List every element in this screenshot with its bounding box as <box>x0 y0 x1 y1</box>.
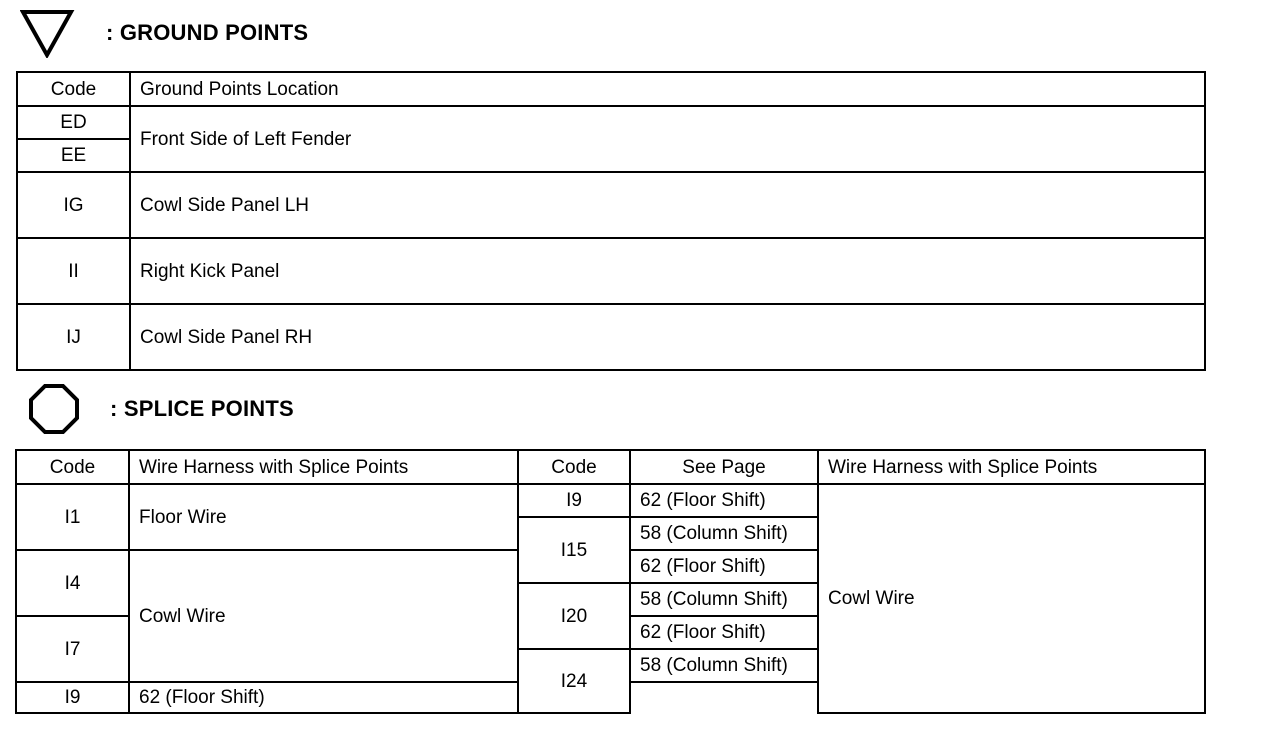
header-harness: Wire Harness with Splice Points <box>129 450 518 484</box>
header-see-page: See Page <box>630 450 818 484</box>
harness-cell: Floor Wire <box>129 484 518 550</box>
splice-points-heading <box>28 383 294 435</box>
code-cell: I24 <box>518 649 630 713</box>
header-code: Code <box>16 450 129 484</box>
header-code: Code <box>518 450 630 484</box>
page-cell: 58 (Column Shift) <box>630 517 818 550</box>
ground-points-title: : GROUND POINTS <box>106 20 309 45</box>
page-cell: 62 (Floor Shift) <box>129 682 518 713</box>
ground-points-table <box>16 71 1206 371</box>
splice-points-title: : SPLICE POINTS <box>110 396 294 421</box>
table-row <box>17 304 1205 370</box>
code-cell: I9 <box>518 484 630 517</box>
splice-points-table <box>15 449 1206 714</box>
code-cell: I15 <box>518 517 630 583</box>
octagon-icon <box>28 383 80 435</box>
table-row <box>17 172 1205 238</box>
code-cell: I1 <box>16 484 129 550</box>
code-cell: IJ <box>17 304 130 370</box>
page-cell: 62 (Floor Shift) <box>630 550 818 583</box>
table-header-row <box>17 72 1205 106</box>
code-cell: EE <box>17 139 130 172</box>
harness-cell: Cowl Wire <box>129 550 518 682</box>
page-cell: 62 (Floor Shift) <box>630 616 818 649</box>
code-cell: ED <box>17 106 130 139</box>
code-cell: IG <box>17 172 130 238</box>
header-location: Ground Points Location <box>130 72 1205 106</box>
header-harness: Wire Harness with Splice Points <box>818 450 1205 484</box>
table-row <box>17 238 1205 304</box>
location-cell: Right Kick Panel <box>130 238 1205 304</box>
triangle-down-icon <box>20 8 76 58</box>
code-cell: I7 <box>16 616 129 682</box>
harness-cell: Cowl Wire <box>818 484 1205 713</box>
location-cell: Cowl Side Panel LH <box>130 172 1205 238</box>
header-code: Code <box>17 72 130 106</box>
page-cell: 58 (Column Shift) <box>630 583 818 616</box>
table-row <box>17 106 1205 139</box>
table-header-row <box>16 450 1205 484</box>
ground-points-heading <box>20 8 308 58</box>
page-cell: 62 (Floor Shift) <box>630 484 818 517</box>
location-cell: Front Side of Left Fender <box>130 106 1205 172</box>
code-cell: I20 <box>518 583 630 649</box>
code-cell: II <box>17 238 130 304</box>
code-cell: I9 <box>16 682 129 713</box>
page-cell: 58 (Column Shift) <box>630 649 818 682</box>
table-row <box>16 484 1205 517</box>
location-cell: Cowl Side Panel RH <box>130 304 1205 370</box>
code-cell: I4 <box>16 550 129 616</box>
